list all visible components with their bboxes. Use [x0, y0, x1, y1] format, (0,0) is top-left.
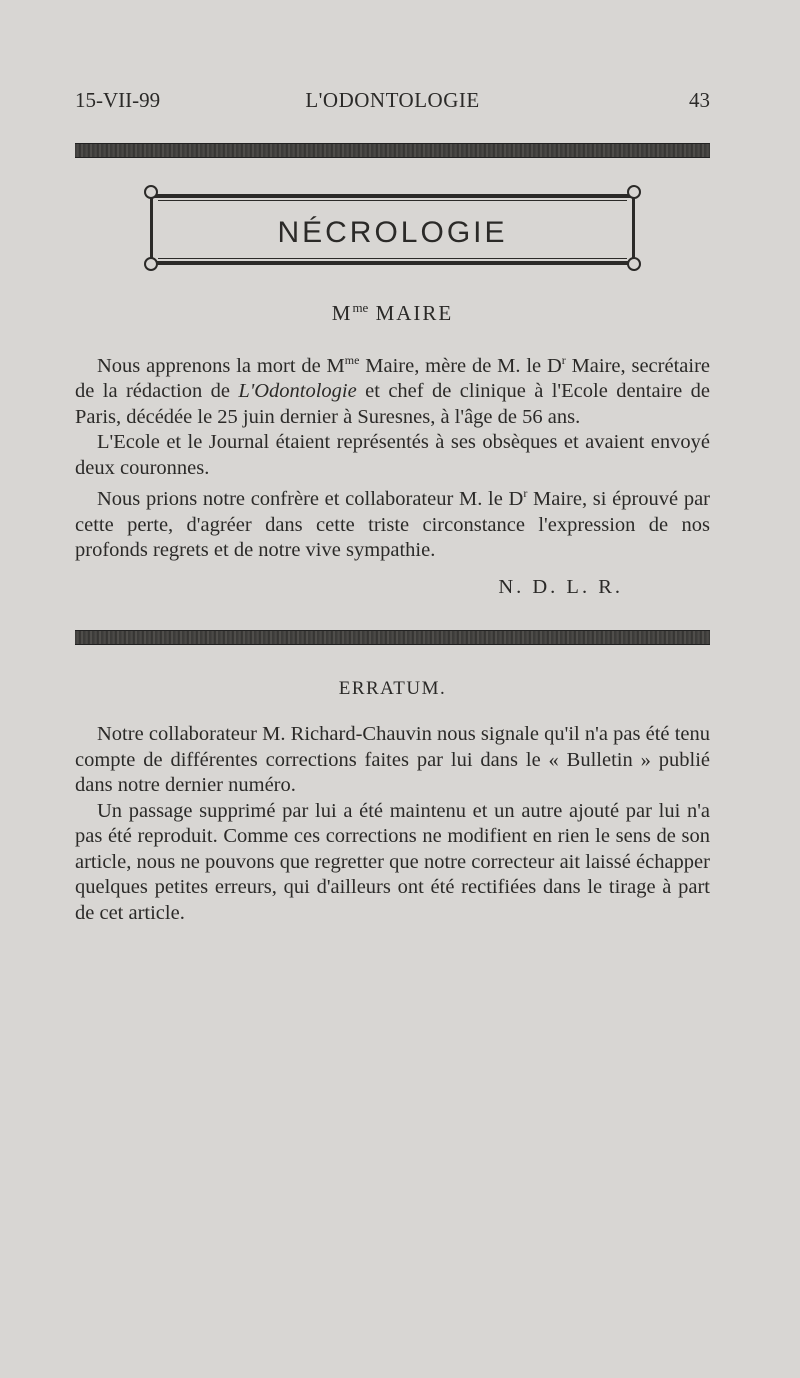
- frame-corner-ornament: [627, 257, 641, 271]
- editorial-signature: N. D. L. R.: [498, 576, 623, 598]
- erratum-body: [75, 722, 710, 926]
- erratum-paragraph: Un passage supprimé par lui a été maintenu et un autre ajouté par lui n'a pas été reproduit. Comme ces corrections ne modifient en rien le sens de son article, nous ne pouvons que regretter que notre correcteur ait laissé échapper quelques petites erreurs, qui d'ailleurs ont été rectifiées dans le tirage à part de cet article.: [75, 799, 710, 924]
- obituary-paragraph: Nous prions notre confrère et collaborateur M. le $D^r$ Maire, si éprouvé par cette perte, d'agréer dans cette triste circonstance l'expression de nos profonds regrets et de notre vive sympathie.: [75, 486, 711, 562]
- section-title-frame: [144, 184, 641, 272]
- obituary-paragraph: L'Ecole et le Journal étaient représentés à ses obsèques et avaient envoyé deux couronnes.: [75, 431, 710, 479]
- section-title: NÉCROLOGIE: [277, 216, 508, 249]
- frame-corner-ornament: [627, 185, 641, 199]
- frame-corner-ornament: [144, 185, 158, 199]
- top-ornamental-rule: [75, 143, 710, 158]
- journal-name-italic: L'Odontologie: [238, 380, 357, 403]
- frame-corner-ornament: [144, 257, 158, 271]
- erratum-heading: ERRATUM.: [338, 678, 447, 699]
- obituary-body: [75, 348, 710, 564]
- obituary-paragraph: Nous apprenons la mort de $M^{me}$ Maire, mère de M. le $D^r$ Maire, secrétaire de la rédaction de L'Odontologie et chef de clinique à l'Ecole dentaire de Paris, décédée le 25 juin dernier à Suresnes, à l'âge de 56 ans.: [75, 353, 710, 428]
- page-number: 43: [689, 88, 710, 112]
- journal-title: L'ODONTOLOGIE: [305, 88, 480, 112]
- issue-date: 15-VII-99: [75, 88, 161, 112]
- middle-ornamental-rule: [75, 630, 710, 645]
- obituary-heading: $M^{me}$ MAIRE: [331, 300, 454, 325]
- running-head: [75, 88, 710, 118]
- erratum-paragraph: Notre collaborateur M. Richard-Chauvin nous signale qu'il n'a pas été tenu compte de différentes corrections faites par lui dans le « Bulletin » publié dans notre dernier numéro.: [75, 723, 710, 796]
